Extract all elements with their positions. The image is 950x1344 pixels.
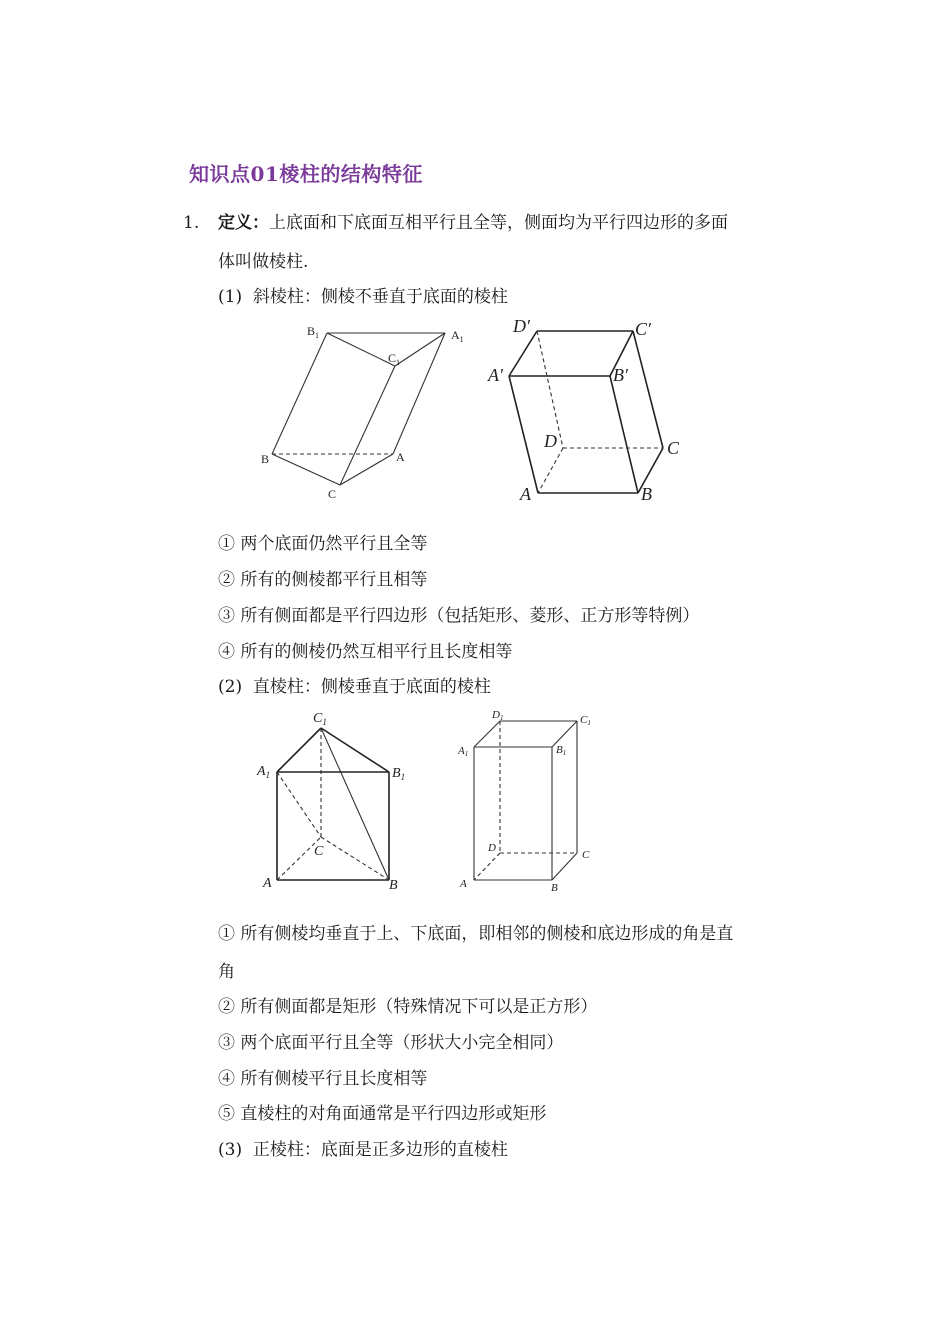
label-A-prime: A′ bbox=[488, 365, 503, 385]
right-prop-4: ④ 所有侧棱平行且长度相等 bbox=[218, 1069, 428, 1089]
item-number: 1. bbox=[183, 213, 200, 233]
right-rectangular-prism-figure bbox=[452, 705, 612, 895]
right-prop-3: ③ 两个底面平行且全等（形状大小完全相同） bbox=[218, 1033, 564, 1053]
label-A1: A1 bbox=[458, 745, 469, 758]
label-C1: $C_1$ bbox=[388, 351, 401, 367]
label-C: C bbox=[328, 487, 337, 501]
label-D: D bbox=[488, 842, 496, 854]
right-heading bbox=[218, 676, 491, 698]
label-C1: C1 bbox=[580, 714, 591, 727]
right-triangular-prism-figure bbox=[255, 705, 425, 895]
label-D-prime: D′ bbox=[513, 316, 530, 336]
right-prop-1-cont: 角 bbox=[218, 962, 235, 982]
label-B: B bbox=[389, 878, 398, 893]
label-A: A bbox=[460, 878, 467, 890]
right-prop-5: ⑤ 直棱柱的对角面通常是平行四边形或矩形 bbox=[218, 1104, 547, 1124]
label-C1: $C_1$ bbox=[313, 711, 327, 727]
label-C-prime: C′ bbox=[635, 319, 651, 339]
oblique-heading-text: 斜棱柱：侧棱不垂直于底面的棱柱 bbox=[252, 287, 508, 307]
oblique-prop-2: ② 所有的侧棱都平行且相等 bbox=[218, 570, 428, 590]
oblique-prop-1: ① 两个底面仍然平行且全等 bbox=[218, 534, 428, 554]
regular-heading-text: 正棱柱：底面是正多边形的直棱柱 bbox=[252, 1140, 508, 1160]
label-B: B bbox=[551, 882, 558, 894]
definition-label: 定义： bbox=[218, 213, 269, 233]
label-C: C bbox=[582, 849, 590, 861]
label-A: A bbox=[396, 450, 405, 464]
parallelepiped-edges bbox=[509, 331, 663, 493]
label-D: D bbox=[544, 431, 557, 451]
label-D1: D1 bbox=[492, 709, 504, 722]
oblique-heading bbox=[218, 286, 508, 308]
label-C: C bbox=[314, 844, 324, 859]
right-heading-text: 直棱柱：侧棱垂直于底面的棱柱 bbox=[252, 677, 491, 697]
right-prop-1: ① 所有侧棱均垂直于上、下底面，即相邻的侧棱和底边形成的角是直 bbox=[218, 924, 734, 944]
label-A1: $A_1$ bbox=[451, 328, 464, 344]
right-heading-num: (2) bbox=[218, 677, 243, 697]
label-C: C bbox=[667, 438, 680, 458]
prism-edges bbox=[272, 333, 445, 485]
label-A: A bbox=[263, 876, 272, 891]
label-B-prime: B′ bbox=[613, 365, 628, 385]
oblique-heading-num: (1) bbox=[218, 287, 243, 307]
definition-line-1 bbox=[218, 212, 728, 234]
oblique-prop-4: ④ 所有的侧棱仍然互相平行且长度相等 bbox=[218, 642, 513, 662]
label-A1: $A_1$ bbox=[257, 764, 271, 780]
label-B: B bbox=[261, 452, 270, 466]
prism-edges bbox=[277, 728, 389, 880]
oblique-parallelepiped-figure bbox=[485, 315, 695, 510]
right-prop-2: ② 所有侧面都是矩形（特殊情况下可以是正方形） bbox=[218, 997, 598, 1017]
label-B1: $B_1$ bbox=[307, 324, 320, 340]
label-B1: B1 bbox=[556, 744, 567, 757]
definition-text-1: 上底面和下底面互相平行且全等，侧面均为平行四边形的多面 bbox=[269, 213, 728, 233]
oblique-prop-3: ③ 所有侧面都是平行四边形（包括矩形、菱形、正方形等特例） bbox=[218, 606, 700, 626]
regular-heading bbox=[218, 1139, 508, 1161]
page-title: 知识点01棱柱的结构特征 bbox=[189, 162, 423, 186]
definition-line-2: 体叫做棱柱. bbox=[218, 252, 309, 272]
label-B: B bbox=[641, 484, 652, 504]
label-B1: $B_1$ bbox=[392, 766, 406, 782]
oblique-triangular-prism-figure bbox=[255, 318, 480, 508]
label-A: A bbox=[520, 484, 531, 504]
regular-heading-num: (3) bbox=[218, 1140, 243, 1160]
